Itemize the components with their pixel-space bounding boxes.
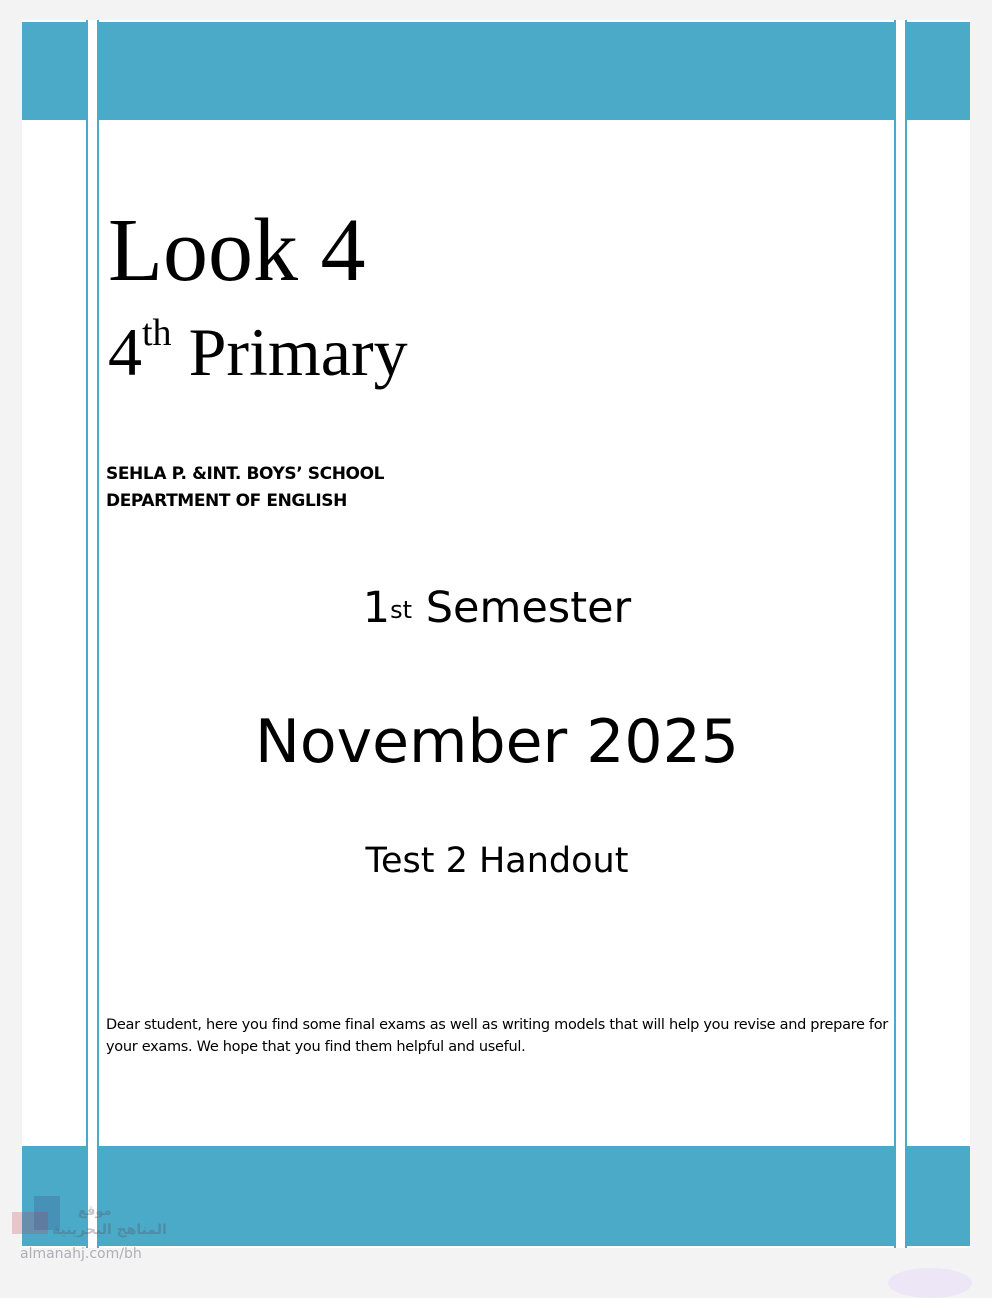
semester-word: Semester [425, 583, 632, 633]
watermark-arabic-line1: موقع [78, 1204, 112, 1219]
right-border-line-outer [905, 20, 907, 1248]
top-color-band [22, 22, 970, 120]
handout-title: Test 2 Handout [365, 841, 629, 881]
department-name: DEPARTMENT OF ENGLISH [106, 491, 347, 511]
grade-word: Primary [188, 314, 408, 390]
school-info [106, 461, 384, 515]
semester-number: 1 [362, 583, 391, 633]
corner-decoration [888, 1268, 972, 1298]
semester-suffix: st [390, 596, 413, 624]
book-title: Look 4 [108, 201, 366, 300]
left-border-line-outer [86, 20, 88, 1248]
school-name: SEHLA P. &INT. BOYS’ SCHOOL [106, 464, 385, 484]
site-watermark [12, 1194, 182, 1274]
student-note: Dear student, here you find some final exams as well as writing models that will help you revise and prepare for your exams. We hope that you find them helpful and useful. [106, 1017, 888, 1055]
grade-number: 4 [108, 314, 142, 390]
left-border-line-inner [97, 20, 99, 1248]
right-border-line-inner [894, 20, 896, 1248]
watermark-arabic-line2: المناهج البحرينية [52, 1222, 167, 1238]
grade-suffix: th [142, 312, 172, 354]
document-page [22, 20, 970, 1248]
exam-date: November 2025 [255, 707, 739, 777]
grade-level [108, 312, 408, 390]
semester-heading [102, 582, 892, 634]
watermark-url: almanahj.com/bh [20, 1246, 142, 1262]
